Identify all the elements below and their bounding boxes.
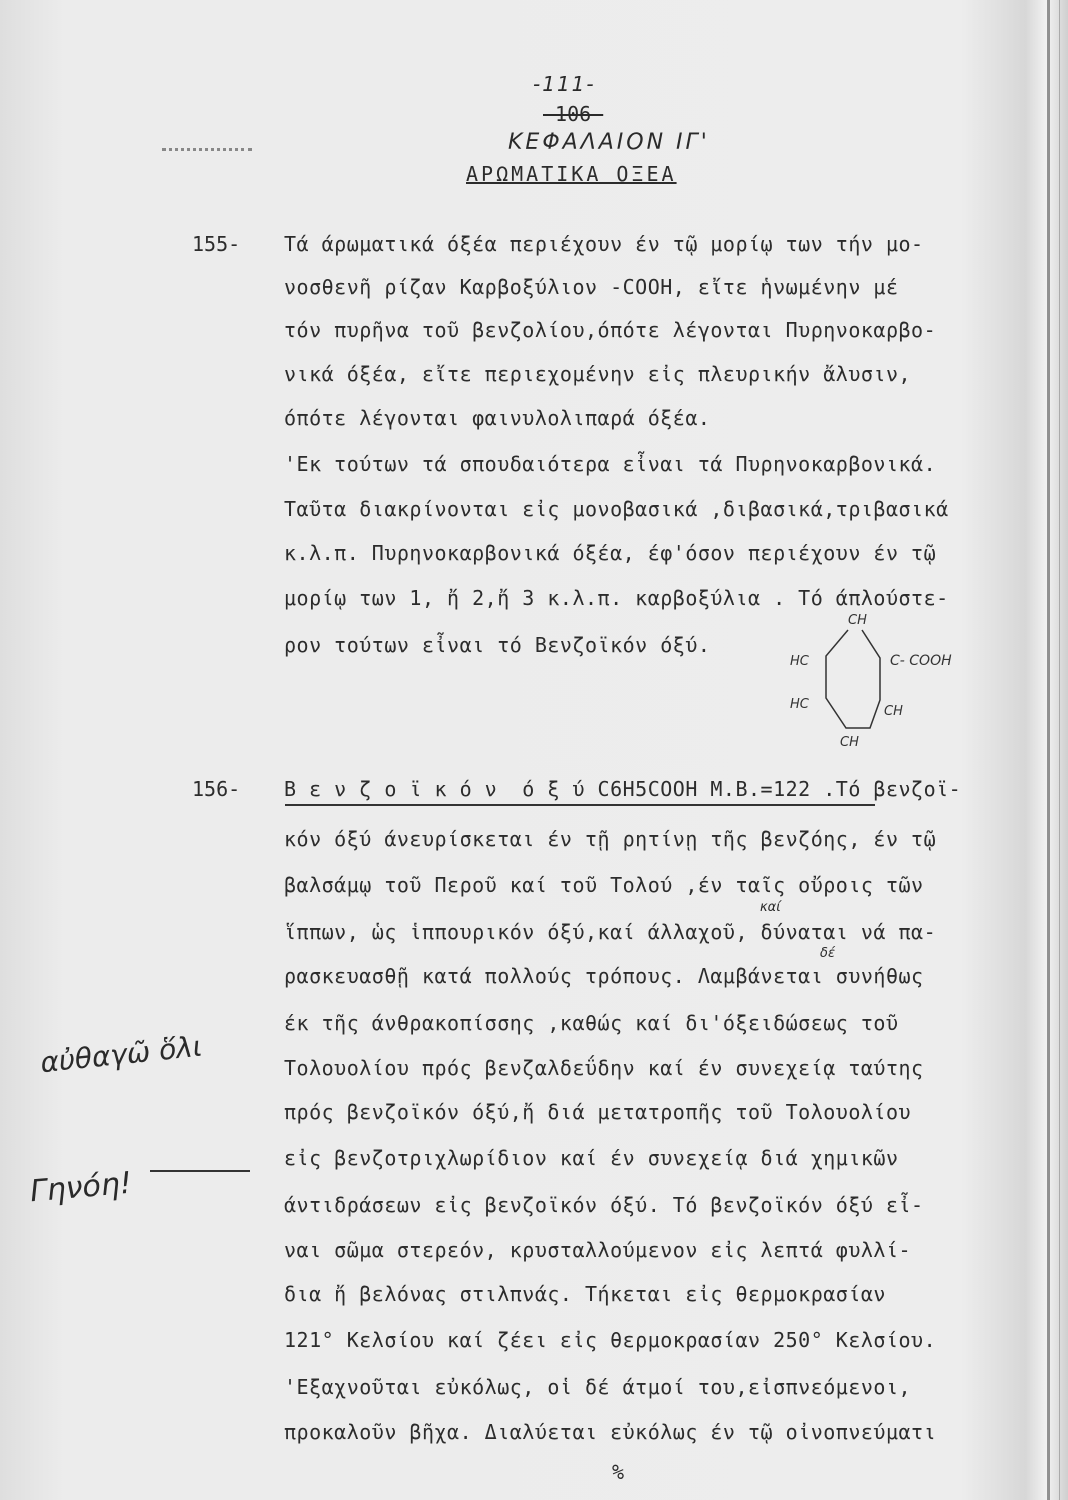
text-line: ἵππων, ὡς ἱππουρικόν όξύ,καί άλλαχοῦ, δύναται νά πα- <box>284 920 937 944</box>
text-line: Τά άρωματικά όξέα περιέχουν έν τῷ μορίῳ των τήν μο- <box>284 232 924 256</box>
section-title: ΑΡΩΜΑΤΙΚΑ ΟΞΕΑ <box>466 162 677 186</box>
binding-edge-inner <box>1059 0 1060 1500</box>
text-line: νικά όξέα, εἴτε περιεχομένην εἰς πλευρικήν ἄλυσιν, <box>284 362 912 386</box>
text-line: ρον τούτων εἶναι τό Βενζοϊκόν όξύ. <box>284 633 711 657</box>
paragraph-number-155: 155- <box>192 232 241 256</box>
formula-bottom: CH <box>840 735 859 750</box>
text-line: εἰς βενζοτριχλωρίδιον καί έν συνεχείᾳ διά χημικῶν <box>284 1146 899 1170</box>
formula-right-lower: CH <box>884 704 903 719</box>
handwritten-insert-kai: καί <box>760 900 781 915</box>
text-line: τόν πυρῆνα τοῦ βενζολίου,όπότε λέγονται Πυρηνοκαρβο- <box>284 318 937 342</box>
faint-dotted-mark <box>162 148 252 151</box>
term-underline <box>285 804 875 806</box>
text-line: δια ἤ βελόνας στιλπνάς. Τήκεται εἰς θερμοκρασίαν <box>284 1282 886 1306</box>
text-line: έκ τῆς άνθρακοπίσσης ,καθώς καί δι'όξειδώσεως τοῦ <box>284 1011 899 1035</box>
text-line: νοσθενῆ ρίζαν Καρβοξύλιον -COOH, εἴτε ἡνωμένην μέ <box>284 275 899 299</box>
formula-left-lower: HC <box>790 697 809 712</box>
text-line: πρός βενζοϊκόν όξύ,ἤ διά μετατροπῆς τοῦ Τολουολίου <box>284 1100 912 1124</box>
formula-left-upper: HC <box>790 654 809 669</box>
paragraph-number-156: 156- <box>192 777 241 801</box>
text-line: βαλσάμῳ τοῦ Περοῦ καί τοῦ Τολού ,έν ταῖς οὔροις τῶν <box>284 873 924 897</box>
handwritten-insert-de: δέ <box>820 946 835 961</box>
binding-edge <box>1047 0 1050 1500</box>
text-line: μορίῳ των 1, ἤ 2,ἤ 3 κ.λ.π. καρβοξύλια . Τό άπλούστε- <box>284 586 949 610</box>
margin-note-2: Γηνόη! <box>28 1165 134 1210</box>
margin-dash <box>150 1170 250 1172</box>
text-line: όπότε λέγονται φαινυλολιπαρά όξέα. <box>284 406 711 430</box>
text-line: προκαλοῦν βῆχα. Διαλύεται εὐκόλως έν τῷ οἰνοπνεύματι <box>284 1420 937 1444</box>
formula-right-upper: C- COOH <box>890 653 952 669</box>
text-line: ναι σῶμα στερεόν, κρυσταλλούμενον εἰς λεπτά φυλλί- <box>284 1238 912 1262</box>
text-line: κόν όξύ άνευρίσκεται έν τῇ ρητίνῃ τῆς βενζόης, έν τῷ <box>284 827 937 851</box>
formula-top: CH <box>848 613 867 628</box>
text-line: ρασκευασθῇ κατά πολλούς τρόπους. Λαμβάνεται συνήθως <box>284 964 924 988</box>
page-number-handwritten: -111- <box>533 72 596 96</box>
text-line: 'Εξαχνοῦται εὐκόλως, οἱ δέ άτμοί του,εἰσπνεόμενοι, <box>284 1375 912 1399</box>
text-line: άντιδράσεων εἰς βενζοϊκόν όξύ. Τό βενζοϊκόν όξύ εἶ- <box>284 1193 924 1217</box>
text-line: κ.λ.π. Πυρηνοκαρβονικά όξέα, έφ'όσον περιέχουν έν τῷ <box>284 541 937 565</box>
footer-mark: % <box>612 1460 625 1484</box>
text-line: Β ε ν ζ ο ϊ κ ό ν ό ξ ύ C6H5COOH M.B.=122 .Τό βενζοϊ- <box>284 777 962 801</box>
benzoic-acid-structure-drawing <box>790 610 990 750</box>
text-line: 'Εκ τούτων τά σπουδαιότερα εἶναι τά Πυρηνοκαρβονικά. <box>284 452 937 476</box>
chapter-heading: ΚΕΦΑΛΑΙΟΝ ΙΓ' <box>508 130 710 155</box>
text-line: 121° Κελσίου καί ζέει εἰς θερμοκρασίαν 250° Κελσίου. <box>284 1328 937 1352</box>
page-number-typed: -106- <box>543 102 604 126</box>
benzene-ring-outline <box>826 630 880 728</box>
text-line: Ταῦτα διακρίνονται εἰς μονοβασικά ,διβασικά,τριβασικά <box>284 497 949 521</box>
text-line: Τολουολίου πρός βενζαλδεΰδην καί έν συνεχείᾳ ταύτης <box>284 1056 924 1080</box>
margin-note-1: αὐθαγῶ ὅλι <box>38 1029 204 1080</box>
